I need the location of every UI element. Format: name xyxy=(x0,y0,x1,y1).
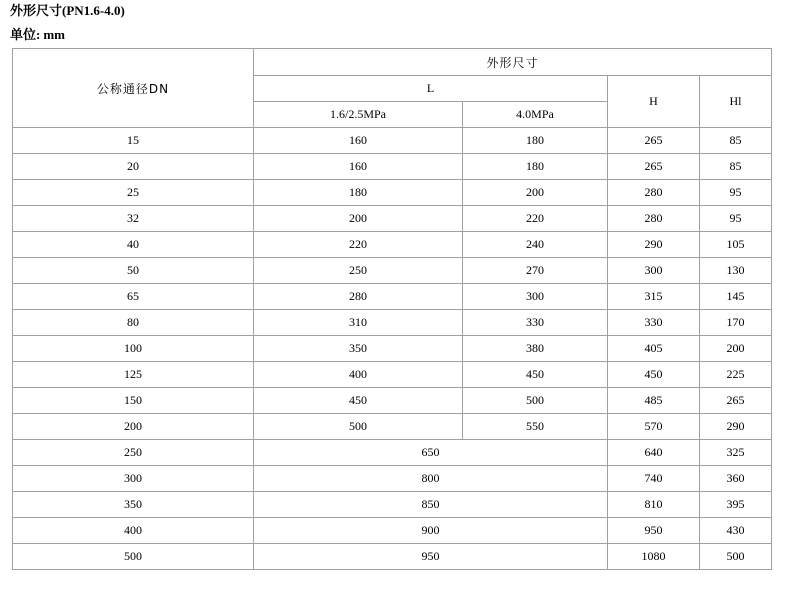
cell-l-low: 350 xyxy=(254,336,463,362)
header-h: H xyxy=(608,76,700,128)
cell-h1: 325 xyxy=(700,440,772,466)
table-row xyxy=(13,310,772,336)
cell-h: 570 xyxy=(608,414,700,440)
cell-h1: 500 xyxy=(700,544,772,570)
cell-h1: 105 xyxy=(700,232,772,258)
header-dimensions: 外形尺寸 xyxy=(254,49,772,76)
cell-dn: 25 xyxy=(13,180,254,206)
cell-l: 900 xyxy=(254,518,608,544)
cell-dn: 100 xyxy=(13,336,254,362)
cell-dn: 32 xyxy=(13,206,254,232)
cell-l-high: 500 xyxy=(463,388,608,414)
cell-h1: 145 xyxy=(700,284,772,310)
cell-l-low: 310 xyxy=(254,310,463,336)
cell-dn: 300 xyxy=(13,466,254,492)
dimensions-table xyxy=(12,48,772,570)
unit-value: mm xyxy=(43,27,66,42)
table-row xyxy=(13,154,772,180)
cell-l-high: 200 xyxy=(463,180,608,206)
cell-dn: 65 xyxy=(13,284,254,310)
cell-l-low: 220 xyxy=(254,232,463,258)
cell-l-low: 250 xyxy=(254,258,463,284)
table-row xyxy=(13,518,772,544)
cell-h: 950 xyxy=(608,518,700,544)
cell-h1: 130 xyxy=(700,258,772,284)
cell-l: 850 xyxy=(254,492,608,518)
cell-h: 330 xyxy=(608,310,700,336)
cell-h: 280 xyxy=(608,206,700,232)
cell-l-high: 220 xyxy=(463,206,608,232)
cell-l-low: 180 xyxy=(254,180,463,206)
cell-dn: 80 xyxy=(13,310,254,336)
unit-line xyxy=(10,26,65,44)
cell-h: 450 xyxy=(608,362,700,388)
cell-l-high: 450 xyxy=(463,362,608,388)
header-dn: 公称通径DN xyxy=(13,49,254,128)
cell-l-high: 240 xyxy=(463,232,608,258)
cell-dn: 200 xyxy=(13,414,254,440)
cell-l-high: 180 xyxy=(463,154,608,180)
cell-l-high: 180 xyxy=(463,128,608,154)
table-row xyxy=(13,258,772,284)
table-row xyxy=(13,440,772,466)
cell-h: 265 xyxy=(608,128,700,154)
table-row xyxy=(13,206,772,232)
table-row xyxy=(13,492,772,518)
table-row xyxy=(13,336,772,362)
cell-l-high: 550 xyxy=(463,414,608,440)
table-row xyxy=(13,232,772,258)
cell-h: 485 xyxy=(608,388,700,414)
table-row xyxy=(13,388,772,414)
header-h1: Hl xyxy=(700,76,772,128)
cell-dn: 250 xyxy=(13,440,254,466)
cell-h1: 265 xyxy=(700,388,772,414)
cell-l-low: 400 xyxy=(254,362,463,388)
cell-dn: 500 xyxy=(13,544,254,570)
cell-h: 740 xyxy=(608,466,700,492)
cell-h1: 85 xyxy=(700,154,772,180)
cell-h1: 95 xyxy=(700,206,772,232)
cell-h: 405 xyxy=(608,336,700,362)
table-row xyxy=(13,466,772,492)
header-row xyxy=(13,49,772,76)
page-title: 外形尺寸(PN1.6-4.0) xyxy=(10,3,125,18)
cell-l: 950 xyxy=(254,544,608,570)
cell-l-high: 330 xyxy=(463,310,608,336)
cell-h: 290 xyxy=(608,232,700,258)
table-body xyxy=(13,128,772,570)
table-row xyxy=(13,284,772,310)
cell-h: 265 xyxy=(608,154,700,180)
cell-l-high: 300 xyxy=(463,284,608,310)
cell-h: 640 xyxy=(608,440,700,466)
cell-h: 300 xyxy=(608,258,700,284)
cell-dn: 50 xyxy=(13,258,254,284)
cell-h: 1080 xyxy=(608,544,700,570)
cell-h1: 290 xyxy=(700,414,772,440)
table-row xyxy=(13,128,772,154)
cell-h1: 430 xyxy=(700,518,772,544)
table-header xyxy=(13,49,772,128)
cell-dn: 20 xyxy=(13,154,254,180)
cell-l: 650 xyxy=(254,440,608,466)
cell-h1: 200 xyxy=(700,336,772,362)
cell-l-low: 200 xyxy=(254,206,463,232)
cell-l-low: 280 xyxy=(254,284,463,310)
cell-dn: 125 xyxy=(13,362,254,388)
cell-h1: 225 xyxy=(700,362,772,388)
cell-l-high: 380 xyxy=(463,336,608,362)
cell-dn: 15 xyxy=(13,128,254,154)
cell-dn: 40 xyxy=(13,232,254,258)
table-row xyxy=(13,544,772,570)
cell-l-low: 500 xyxy=(254,414,463,440)
header-l: L xyxy=(254,76,608,102)
cell-h1: 85 xyxy=(700,128,772,154)
cell-h: 280 xyxy=(608,180,700,206)
cell-dn: 400 xyxy=(13,518,254,544)
unit-label: 单位: xyxy=(10,27,41,42)
cell-l-low: 160 xyxy=(254,154,463,180)
table-row xyxy=(13,362,772,388)
cell-l-low: 160 xyxy=(254,128,463,154)
cell-h1: 395 xyxy=(700,492,772,518)
cell-h: 315 xyxy=(608,284,700,310)
table-row xyxy=(13,180,772,206)
cell-h: 810 xyxy=(608,492,700,518)
cell-h1: 170 xyxy=(700,310,772,336)
cell-l: 800 xyxy=(254,466,608,492)
cell-h1: 95 xyxy=(700,180,772,206)
cell-l-high: 270 xyxy=(463,258,608,284)
header-l-high: 4.0MPa xyxy=(463,102,608,128)
cell-h1: 360 xyxy=(700,466,772,492)
cell-dn: 350 xyxy=(13,492,254,518)
cell-dn: 150 xyxy=(13,388,254,414)
header-l-low: 1.6/2.5MPa xyxy=(254,102,463,128)
cell-l-low: 450 xyxy=(254,388,463,414)
table-row xyxy=(13,414,772,440)
